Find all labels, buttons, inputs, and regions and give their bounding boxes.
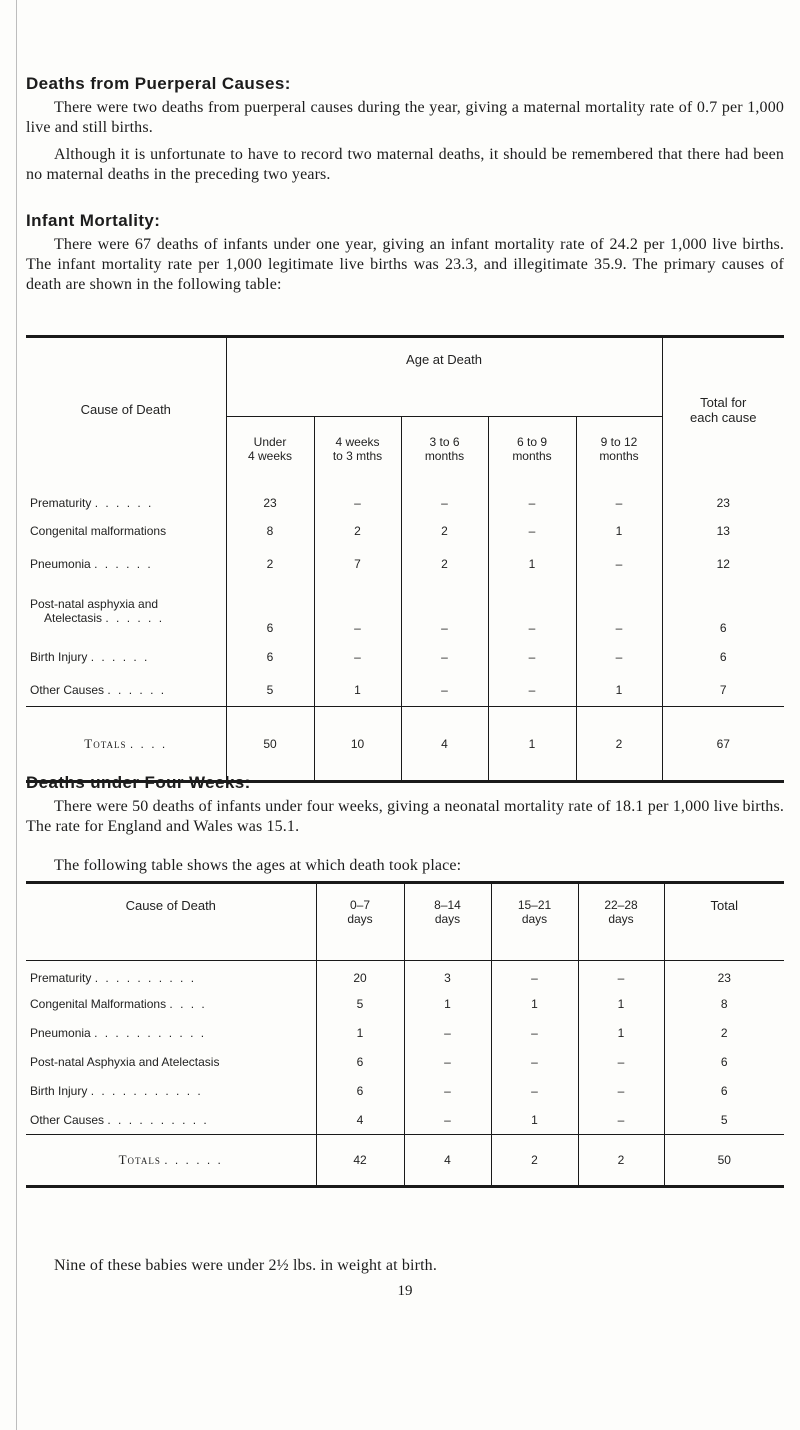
- table-header-row: [26, 883, 784, 961]
- table-row: [26, 1077, 784, 1106]
- value-cell: –: [404, 1019, 491, 1048]
- dot-leader: . . . . . .: [94, 495, 154, 510]
- page-number: 19: [397, 1283, 413, 1299]
- value-cell: –: [491, 1077, 578, 1106]
- table-row: [26, 515, 784, 548]
- value-cell: –: [401, 674, 488, 707]
- row-total: 6: [662, 641, 784, 674]
- total-value: 4: [401, 707, 488, 782]
- value-cell: –: [578, 961, 664, 990]
- value-cell: –: [314, 581, 401, 641]
- cause-cell: [26, 1077, 316, 1106]
- cause-text: Prematurity: [30, 495, 92, 510]
- table-row: [26, 961, 784, 990]
- cause-label: [30, 496, 225, 510]
- value-cell: –: [576, 641, 662, 674]
- value-cell: 1: [491, 1106, 578, 1135]
- dot-leader: . . . . . .: [107, 682, 167, 697]
- cause-label: [30, 611, 225, 625]
- column-header-line1: 15–21: [517, 898, 552, 912]
- total-value: 50: [226, 707, 314, 782]
- value-cell: –: [404, 1048, 491, 1077]
- totals-row: [26, 707, 784, 782]
- row-total: 13: [662, 515, 784, 548]
- column-header: [578, 883, 664, 961]
- grand-total: 50: [664, 1135, 784, 1187]
- paragraph-neonatal-2: The following table shows the ages at which death took place:: [54, 857, 462, 874]
- cause-cell: [26, 581, 226, 641]
- value-cell: –: [404, 1077, 491, 1106]
- value-cell: 1: [314, 674, 401, 707]
- header-total-line2: each cause: [690, 409, 757, 425]
- cause-cell: [26, 482, 226, 515]
- value-cell: 1: [578, 1019, 664, 1048]
- cause-cell: [26, 641, 226, 674]
- value-cell: 1: [491, 990, 578, 1019]
- table-row: [26, 548, 784, 581]
- table-row: [26, 482, 784, 515]
- total-value: 4: [404, 1135, 491, 1187]
- value-cell: 2: [401, 548, 488, 581]
- value-cell: 6: [226, 641, 314, 674]
- header-cause: Cause of Death: [26, 337, 226, 482]
- value-cell: 6: [226, 581, 314, 641]
- value-cell: 23: [226, 482, 314, 515]
- row-total: 12: [662, 548, 784, 581]
- cause-label: [30, 683, 225, 697]
- dot-leader: . . . . . . . . . . .: [90, 1084, 203, 1098]
- cause-text: Birth Injury: [30, 1084, 88, 1098]
- total-value: 2: [576, 707, 662, 782]
- column-header: [491, 883, 578, 961]
- total-value: 10: [314, 707, 401, 782]
- value-cell: 3: [404, 961, 491, 990]
- table-row: [26, 641, 784, 674]
- column-header: [314, 417, 401, 482]
- cause-text: Atelectasis: [44, 610, 103, 625]
- value-cell: 1: [316, 1019, 404, 1048]
- row-total: 23: [662, 482, 784, 515]
- value-cell: 4: [316, 1106, 404, 1135]
- value-cell: –: [404, 1106, 491, 1135]
- header-total-line1: Total for: [700, 394, 747, 410]
- value-cell: 5: [316, 990, 404, 1019]
- table-row: [26, 1106, 784, 1135]
- value-cell: –: [314, 482, 401, 515]
- row-total: 23: [664, 961, 784, 990]
- column-header-line2: months: [424, 449, 465, 464]
- column-header-line2: months: [599, 449, 639, 464]
- column-header: [576, 417, 662, 482]
- column-header-line1: 4 weeks: [335, 435, 380, 450]
- value-cell: –: [401, 641, 488, 674]
- value-cell: 2: [314, 515, 401, 548]
- heading-infant-mortality: Infant Mortality:: [26, 211, 161, 230]
- column-header-line2: to 3 mths: [332, 449, 383, 464]
- totals-leader: . . . .: [129, 736, 168, 751]
- cause-label: [30, 557, 225, 571]
- value-cell: –: [576, 548, 662, 581]
- column-header-line2: months: [512, 449, 552, 464]
- total-value: 1: [488, 707, 576, 782]
- cause-label-line1: Post-natal asphyxia and: [30, 596, 159, 611]
- cause-text: Pneumonia: [30, 557, 91, 571]
- grand-total: 67: [662, 707, 784, 782]
- totals-leader: . . . . . .: [164, 1153, 223, 1167]
- table-row: [26, 581, 784, 641]
- value-cell: 1: [576, 674, 662, 707]
- neonatal-deaths-table: [26, 881, 784, 1188]
- row-total: 5: [664, 1106, 784, 1135]
- value-cell: 1: [576, 515, 662, 548]
- cause-cell: [26, 1019, 316, 1048]
- row-total: 6: [664, 1048, 784, 1077]
- value-cell: 2: [226, 548, 314, 581]
- neonatal-table-body: [26, 961, 784, 1135]
- value-cell: –: [576, 482, 662, 515]
- column-header-line1: 3 to 6: [429, 435, 460, 450]
- cause-label: [30, 650, 225, 664]
- column-header: [401, 417, 488, 482]
- column-header-line2: days: [347, 912, 373, 926]
- table-row: [26, 990, 784, 1019]
- cause-text: Other Causes: [30, 1112, 105, 1127]
- dot-leader: . . . . . .: [105, 610, 165, 625]
- row-total: 2: [664, 1019, 784, 1048]
- total-value: 2: [578, 1135, 664, 1187]
- cause-text: Post-natal Asphyxia and Atelectasis: [30, 1055, 220, 1069]
- paragraph-neonatal-1: There were 50 deaths of infants under four weeks, giving a neonatal mortality rate of 18.1 per 1,000 live births. The rate for England and Wales was 15.1.: [26, 798, 784, 835]
- value-cell: 6: [316, 1048, 404, 1077]
- cause-text: Congenital Malformations: [30, 997, 167, 1011]
- value-cell: –: [488, 581, 576, 641]
- value-cell: 7: [314, 548, 401, 581]
- paragraph-puerperal-1: There were two deaths from puerperal causes during the year, giving a maternal mortality rate of 0.7 per 1,000 live and still births.: [26, 99, 784, 136]
- cause-label: [30, 524, 225, 538]
- value-cell: –: [491, 961, 578, 990]
- cause-text: Congenital malformations: [30, 524, 167, 538]
- column-header-line1: 8–14: [434, 898, 461, 912]
- value-cell: 5: [226, 674, 314, 707]
- cause-cell: [26, 515, 226, 548]
- column-header-line2: days: [608, 912, 634, 926]
- totals-label-text: Totals: [84, 735, 127, 751]
- row-total: 6: [664, 1077, 784, 1106]
- dot-leader: . . . . . .: [94, 557, 153, 571]
- margin-line: [16, 0, 17, 1430]
- cause-text: Pneumonia: [30, 1026, 91, 1040]
- header-age-at-death: Age at Death: [226, 337, 662, 417]
- table-row: [26, 674, 784, 707]
- footer-note: Nine of these babies were under 2½ lbs. in weight at birth.: [54, 1257, 437, 1274]
- value-cell: 2: [401, 515, 488, 548]
- column-header-line1: 9 to 12: [600, 435, 638, 450]
- dot-leader: . . . .: [169, 997, 207, 1011]
- value-cell: 1: [404, 990, 491, 1019]
- column-header-line1: 6 to 9: [516, 435, 548, 450]
- column-header: [316, 883, 404, 961]
- value-cell: –: [578, 1048, 664, 1077]
- cause-text: Birth Injury: [30, 650, 88, 664]
- value-cell: –: [491, 1048, 578, 1077]
- table-row: [26, 1019, 784, 1048]
- value-cell: –: [314, 641, 401, 674]
- totals-row: [26, 1135, 784, 1187]
- header-cause: Cause of Death: [26, 883, 316, 961]
- table-row: [26, 1048, 784, 1077]
- column-header: [226, 417, 314, 482]
- value-cell: 8: [226, 515, 314, 548]
- value-cell: –: [578, 1106, 664, 1135]
- cause-cell: [26, 990, 316, 1019]
- value-cell: –: [488, 482, 576, 515]
- header-total: [662, 337, 784, 482]
- total-value: 2: [491, 1135, 578, 1187]
- cause-cell: [26, 1048, 316, 1077]
- cause-cell: [26, 674, 226, 707]
- table-header-row: [26, 337, 784, 417]
- heading-puerperal: Deaths from Puerperal Causes:: [26, 74, 291, 93]
- row-total: 8: [664, 990, 784, 1019]
- cause-cell: [26, 961, 316, 990]
- column-header-line1: 0–7: [349, 898, 371, 912]
- cause-text: Other Causes: [30, 682, 105, 697]
- column-header: [404, 883, 491, 961]
- value-cell: –: [576, 581, 662, 641]
- column-header-line2: days: [521, 912, 548, 926]
- paragraph-puerperal-2: Although it is unfortunate to have to record two maternal deaths, it should be remembered that there had been no maternal deaths in the preceding two years.: [26, 146, 784, 183]
- column-header-line1: Under: [253, 435, 287, 450]
- column-header-line1: 22–28: [604, 898, 638, 912]
- dot-leader: . . . . . .: [90, 650, 150, 664]
- cause-text: Prematurity: [30, 970, 92, 985]
- cause-cell: [26, 548, 226, 581]
- total-value: 42: [316, 1135, 404, 1187]
- value-cell: 1: [488, 548, 576, 581]
- column-header-line2: days: [434, 912, 461, 926]
- totals-label: [26, 1135, 316, 1187]
- value-cell: –: [401, 482, 488, 515]
- totals-label-text: Totals: [118, 1152, 161, 1167]
- value-cell: –: [488, 674, 576, 707]
- dot-leader: . . . . . . . . . .: [107, 1112, 209, 1127]
- value-cell: –: [578, 1077, 664, 1106]
- value-cell: 6: [316, 1077, 404, 1106]
- row-total: 7: [662, 674, 784, 707]
- value-cell: 20: [316, 961, 404, 990]
- value-cell: –: [488, 515, 576, 548]
- cause-cell: [26, 1106, 316, 1135]
- header-total: Total: [664, 883, 784, 961]
- value-cell: –: [488, 641, 576, 674]
- dot-leader: . . . . . . . . . . .: [94, 1026, 207, 1040]
- infant-table-body: [26, 482, 784, 707]
- infant-deaths-table: [26, 335, 784, 783]
- totals-label: [26, 707, 226, 782]
- paragraph-infant-mortality: There were 67 deaths of infants under one year, giving an infant mortality rate of 24.2 per 1,000 live births. The infant mortality rate per 1,000 legitimate live births was 23.3, and illegitimate 35.9. The primary causes of death are shown in the following table:: [26, 236, 784, 293]
- column-header: [488, 417, 576, 482]
- value-cell: –: [491, 1019, 578, 1048]
- row-total: 6: [662, 581, 784, 641]
- column-header-line2: 4 weeks: [247, 449, 293, 464]
- value-cell: 1: [578, 990, 664, 1019]
- heading-neonatal: Deaths under Four Weeks:: [26, 773, 251, 792]
- value-cell: –: [401, 581, 488, 641]
- dot-leader: . . . . . . . . . .: [94, 970, 197, 985]
